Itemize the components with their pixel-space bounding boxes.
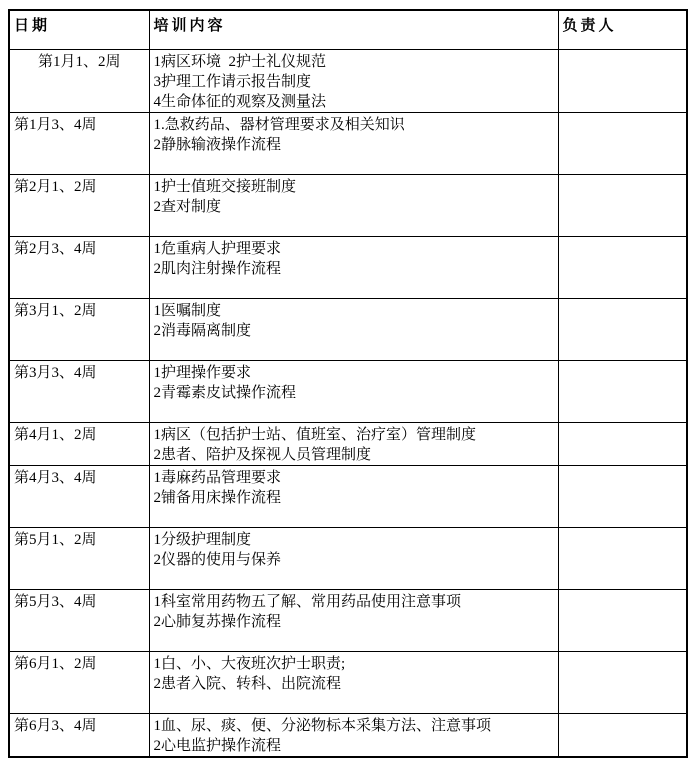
table-row xyxy=(9,174,687,236)
date-cell[interactable]: 第4月1、2周 xyxy=(9,422,149,465)
content-cell[interactable] xyxy=(149,589,558,651)
content-line: 1白、小、大夜班次护士职责; xyxy=(153,655,346,672)
content-line: 1分级护理制度 xyxy=(153,531,252,548)
content-line: 2患者入院、转科、出院流程 xyxy=(153,675,342,692)
content-line: 2查对制度 xyxy=(153,198,222,215)
table-row xyxy=(9,651,687,713)
content-line: 1科室常用药物五了解、常用药品使用注意事项 xyxy=(153,593,462,610)
table-row xyxy=(9,713,687,757)
table-row xyxy=(9,298,687,360)
content-line: 1血、尿、痰、便、分泌物标本采集方法、注意事项 xyxy=(153,717,492,734)
table-row xyxy=(9,236,687,298)
content-line: 1毒麻药品管理要求 xyxy=(153,469,282,486)
content-line: 1.急救药品、器材管理要求及相关知识 xyxy=(153,116,405,133)
table-body xyxy=(9,49,687,757)
table-row xyxy=(9,360,687,422)
content-line: 2肌肉注射操作流程 xyxy=(153,260,282,277)
content-cell[interactable] xyxy=(149,236,558,298)
document-page xyxy=(8,9,686,758)
table-header-row xyxy=(9,10,687,49)
content-cell[interactable] xyxy=(149,527,558,589)
owner-cell[interactable] xyxy=(558,651,687,713)
owner-cell[interactable] xyxy=(558,713,687,757)
date-cell[interactable]: 第1月1、2周 xyxy=(9,49,149,112)
header-date: 日期 xyxy=(9,10,149,49)
date-cell[interactable]: 第1月3、4周 xyxy=(9,112,149,174)
training-schedule-table xyxy=(8,9,688,758)
date-cell[interactable]: 第5月3、4周 xyxy=(9,589,149,651)
date-cell[interactable]: 第5月1、2周 xyxy=(9,527,149,589)
date-cell[interactable]: 第3月3、4周 xyxy=(9,360,149,422)
date-cell[interactable]: 第2月1、2周 xyxy=(9,174,149,236)
owner-cell[interactable] xyxy=(558,465,687,527)
date-cell[interactable]: 第3月1、2周 xyxy=(9,298,149,360)
owner-cell[interactable] xyxy=(558,49,687,112)
content-cell[interactable] xyxy=(149,112,558,174)
content-line: 1病区环境 2护士礼仪规范 xyxy=(153,53,327,70)
owner-cell[interactable] xyxy=(558,236,687,298)
owner-cell[interactable] xyxy=(558,360,687,422)
content-cell[interactable] xyxy=(149,360,558,422)
content-line: 2铺备用床操作流程 xyxy=(153,489,282,506)
content-cell[interactable] xyxy=(149,465,558,527)
owner-cell[interactable] xyxy=(558,589,687,651)
owner-cell[interactable] xyxy=(558,527,687,589)
content-line: 3护理工作请示报告制度 xyxy=(153,73,312,90)
content-line: 1病区（包括护士站、值班室、治疗室）管理制度 xyxy=(153,426,477,443)
content-line: 2心肺复苏操作流程 xyxy=(153,613,282,630)
table-row xyxy=(9,465,687,527)
date-cell[interactable]: 第6月1、2周 xyxy=(9,651,149,713)
date-cell[interactable]: 第2月3、4周 xyxy=(9,236,149,298)
content-cell[interactable] xyxy=(149,651,558,713)
content-line: 1医嘱制度 xyxy=(153,302,222,319)
content-line: 2消毒隔离制度 xyxy=(153,322,252,339)
owner-cell[interactable] xyxy=(558,422,687,465)
content-line: 2仪器的使用与保养 xyxy=(153,551,282,568)
owner-cell[interactable] xyxy=(558,112,687,174)
owner-cell[interactable] xyxy=(558,298,687,360)
table-row xyxy=(9,49,687,112)
owner-cell[interactable] xyxy=(558,174,687,236)
content-line: 2青霉素皮试操作流程 xyxy=(153,384,297,401)
content-cell[interactable] xyxy=(149,298,558,360)
content-line: 2患者、陪护及探视人员管理制度 xyxy=(153,446,372,463)
table-row xyxy=(9,112,687,174)
content-cell[interactable] xyxy=(149,422,558,465)
table-row xyxy=(9,422,687,465)
date-cell[interactable]: 第4月3、4周 xyxy=(9,465,149,527)
content-cell[interactable] xyxy=(149,49,558,112)
content-line: 4生命体征的观察及测量法 xyxy=(153,93,327,110)
content-cell[interactable] xyxy=(149,174,558,236)
content-line: 1护士值班交接班制度 xyxy=(153,178,297,195)
date-cell[interactable]: 第6月3、4周 xyxy=(9,713,149,757)
table-row xyxy=(9,527,687,589)
content-line: 2静脉输液操作流程 xyxy=(153,136,282,153)
content-line: 2心电监护操作流程 xyxy=(153,737,282,754)
header-training-content: 培训内容 xyxy=(149,10,558,49)
content-line: 1危重病人护理要求 xyxy=(153,240,282,257)
content-cell[interactable] xyxy=(149,713,558,757)
table-row xyxy=(9,589,687,651)
header-person-in-charge: 负责人 xyxy=(558,10,687,49)
content-line: 1护理操作要求 xyxy=(153,364,252,381)
